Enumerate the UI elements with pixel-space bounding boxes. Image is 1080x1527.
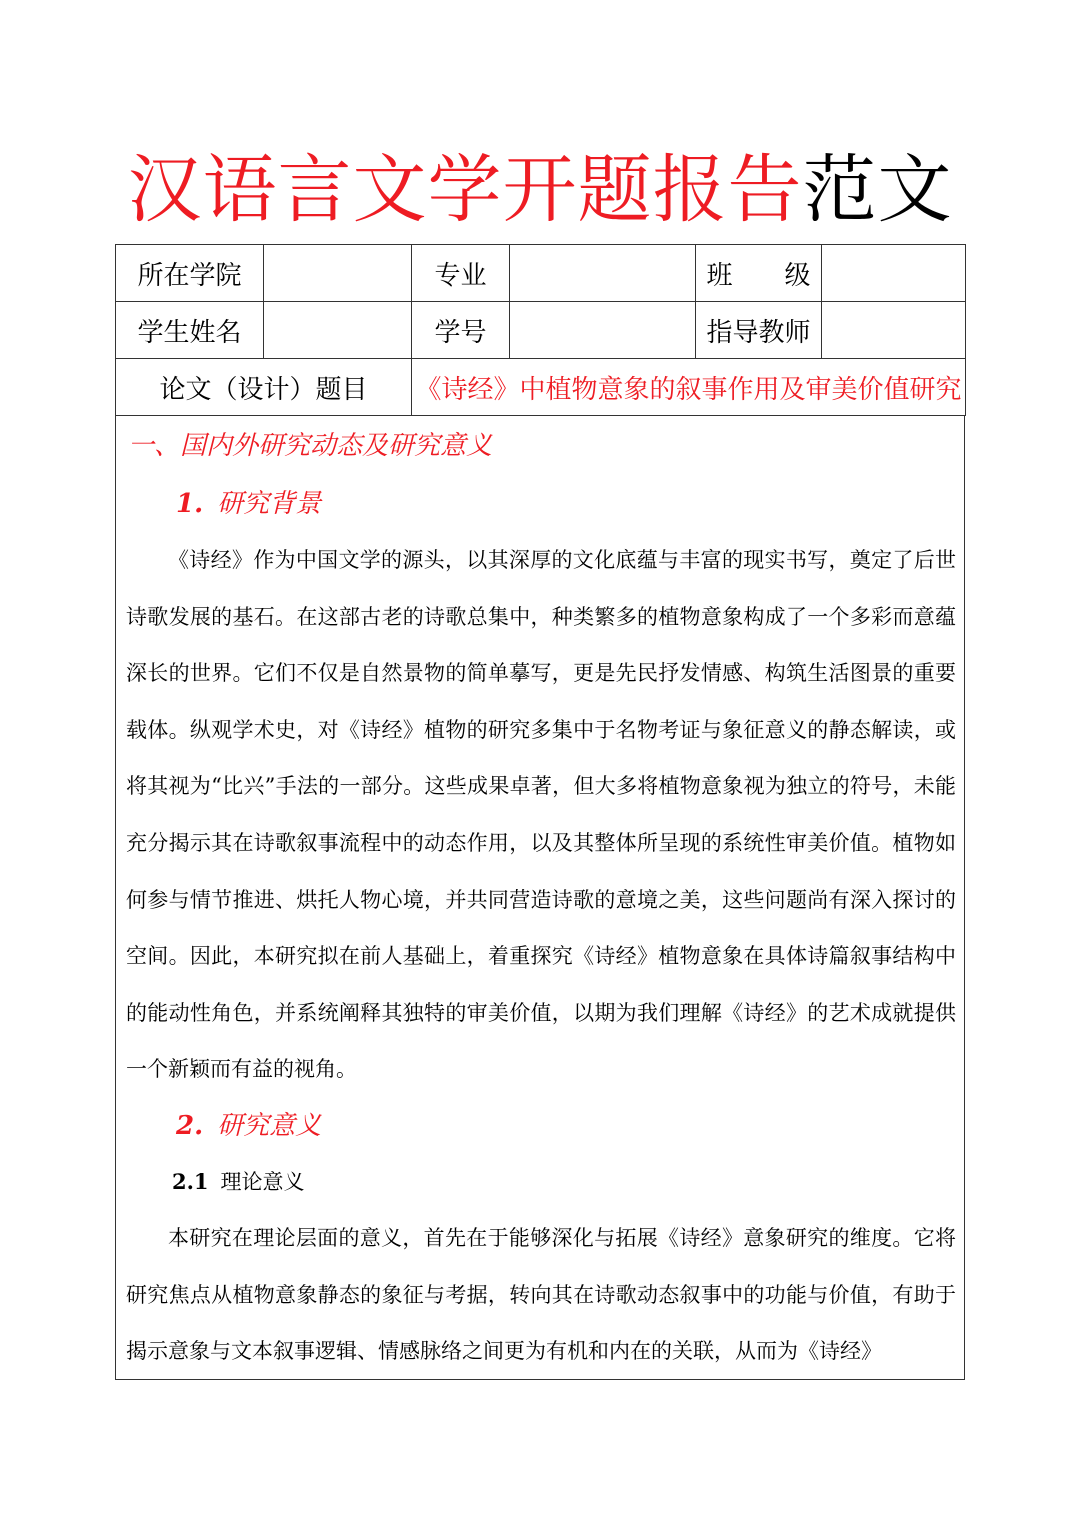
- subsubsection-number: 2.1: [172, 1169, 209, 1194]
- class-label: 班 级: [696, 245, 822, 302]
- title-red-part: 汉语言文学开题报告: [127, 147, 803, 233]
- student-id-field[interactable]: [510, 302, 696, 359]
- subsection-heading-background: [176, 484, 321, 524]
- title-black-part: 范文: [802, 147, 953, 233]
- background-paragraph: 《诗经》作为中国文学的源头，以其深厚的文化底蕴与丰富的现实书写，奠定了后世诗歌发展的基石。在这部古老的诗歌总集中，种类繁多的植物意象构成了一个多彩而意蕴深长的世界。它们不仅是自然景物的简单摹写，更是先民抒发情感、构筑生活图景的重要载体。纵观学术史，对《诗经》植物的研究多集中于名物考证与象征意义的静态解读，或将其视为“比兴”手法的一部分。这些成果卓著，但大多将植物意象视为独立的符号，未能充分揭示其在诗歌叙事流程中的动态作用，以及其整体所呈现的系统性审美价值。植物如何参与情节推进、烘托人物心境，并共同营造诗歌的意境之美，这些问题尚有深入探讨的空间。因此，本研究拟在前人基础上，着重探究《诗经》植物意象在具体诗篇叙事结构中的能动性角色，并系统阐释其独特的审美价值，以期为我们理解《诗经》的艺术成就提供一个新颖而有益的视角。: [126, 548, 956, 1082]
- student-name-label: 学生姓名: [116, 302, 264, 359]
- info-table: [115, 244, 966, 416]
- subsection-number: 1.: [176, 489, 204, 519]
- subsection-title: 研究背景: [217, 489, 322, 519]
- student-id-label: 学号: [412, 302, 510, 359]
- subsubsection-title: 理论意义: [220, 1170, 305, 1194]
- subsubsection-heading: [172, 1164, 305, 1200]
- theory-paragraph: 本研究在理论层面的意义，首先在于能够深化与拓展《诗经》意象研究的维度。它将研究焦点从植物意象静态的象征与考据，转向其在诗歌动态叙事中的功能与价值，有助于揭示意象与文本叙事逻辑、情感脉络之间更为有机和内在的关联，从而为《诗经》: [126, 1226, 956, 1364]
- topic-label: 论文（设计）题目: [116, 359, 412, 416]
- document-title: [0, 140, 1080, 240]
- major-label: 专业: [412, 245, 510, 302]
- student-name-field[interactable]: [264, 302, 412, 359]
- section-heading: 一、国内外研究动态及研究意义: [128, 431, 493, 461]
- class-field[interactable]: [822, 245, 966, 302]
- subsection-title: 研究意义: [217, 1111, 322, 1141]
- advisor-label: 指导教师: [696, 302, 822, 359]
- subsection-heading-significance: [176, 1106, 321, 1146]
- college-field[interactable]: [264, 245, 412, 302]
- advisor-field[interactable]: [822, 302, 966, 359]
- subsection-number: 2.: [176, 1111, 204, 1141]
- major-field[interactable]: [510, 245, 696, 302]
- college-label: 所在学院: [116, 245, 264, 302]
- content-box: [115, 416, 965, 1380]
- topic-field[interactable]: 《诗经》中植物意象的叙事作用及审美价值研究: [412, 359, 966, 416]
